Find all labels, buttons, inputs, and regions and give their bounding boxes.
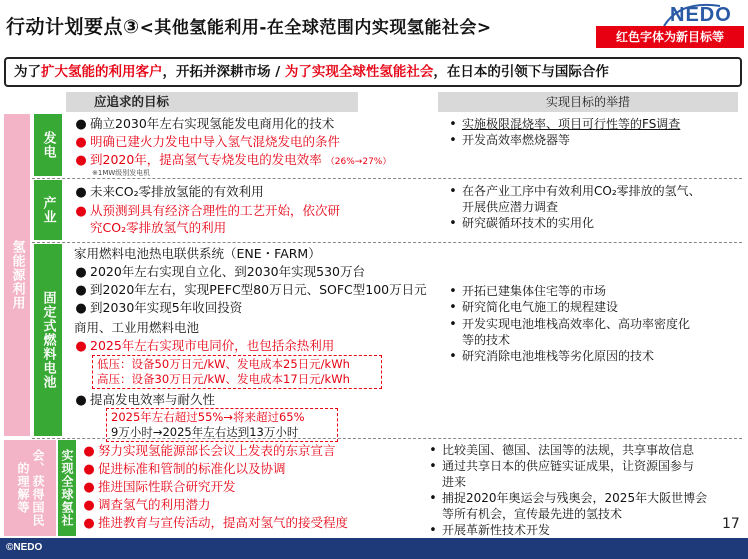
goal-item: ● 到2020年左右，实现PEFC型80万日元、SOFC型100万日元 (75, 282, 427, 298)
category-hydrogen-use (4, 114, 30, 436)
banner-highlight: 为了实现全球性氢能社会 (284, 64, 434, 80)
page-number: 17 (722, 516, 740, 532)
measure-item: • 研究碳循环技术的实用化 (449, 216, 595, 231)
measure-item-cont: 开展供应潜力调查 (462, 200, 559, 214)
goal-item-new: ● 努力实现氢能源部长会议上发表的东京宣言 (83, 443, 336, 459)
measure-item: • 捕捉2020年奥运会与残奥会，2025年大阪世博会 (429, 491, 708, 506)
banner-text: ，开拓并深耕市场 / (162, 64, 285, 80)
category-public-understanding (4, 440, 56, 536)
measure-item-cont: 等的技术 (462, 333, 511, 347)
goal-item-new: ● 从预测到具有经济合理性的工艺开始，依次研 (75, 203, 341, 219)
goal-item: ● 提高发电效率与耐久性 (75, 392, 216, 408)
subcategory-label: 固定式燃料电池 (40, 291, 56, 389)
logo-text: NEDO (670, 4, 732, 26)
category-label: 的理解等 (16, 462, 30, 514)
measure-item: • 研究消除电池堆栈等劣化原因的技术 (449, 349, 655, 364)
efficiency-target: 2025年左右超过55%→将来超过65% (111, 410, 305, 424)
subcategory-label: 实现全球氢社 (60, 449, 74, 527)
title-main: 行动计划要点③ (6, 16, 140, 38)
measure-item: • 开拓已建集体住宅等的市场 (449, 284, 607, 299)
goal-item-new: ● 促进标准和管制的标准化以及协调 (83, 461, 286, 477)
goal-item-new: ● 调查氢气的利用潜力 (83, 497, 211, 513)
measure-item-cont: 等所有机会，宣传最先进的氢技术 (442, 507, 623, 521)
fuel-cell-heading: 商用、工业用燃料电池 (74, 320, 200, 335)
goal-item-new: ● 推进教育与宣传活动，提高对氢气的接受程度 (83, 515, 349, 531)
durability-target: 9万小时→2025年左右达到13万小时 (111, 425, 299, 439)
cost-target-low: 低压：设备50万日元/kW、发电成本25日元/kWh (97, 357, 350, 371)
subcategory-power (34, 114, 62, 176)
subcategory-label: 产业 (40, 196, 56, 224)
goal-item-new: ● 明确已建火力发电中导入氢气混烧发电的条件 (75, 134, 341, 150)
measure-item: • 实施极限混烧率、项目可行性等的FS调查 (449, 117, 681, 132)
nedo-logo (660, 2, 746, 28)
footer-logo: ©NEDO (6, 542, 43, 553)
measure-item: • 在各产业工序中有效利用CO₂零排放的氢气、 (449, 184, 701, 199)
category-label: 会、获得国民 (31, 449, 45, 527)
efficiency-target-box (106, 408, 338, 442)
measure-item-cont: 进来 (442, 475, 467, 489)
measure-item: • 开展革新性技术开发 (429, 523, 551, 538)
cost-target-box (92, 355, 382, 389)
goal-item: ● 到2030年实现5年收回投资 (75, 300, 243, 316)
cost-target-high: 高压：设备30万日元/kW、发电成本17日元/kWh (97, 372, 350, 386)
purpose-banner (4, 57, 742, 87)
banner-text: 为了 (14, 64, 41, 80)
goal-item-new-cont: 究CO₂零排放氢气的利用 (90, 220, 227, 235)
measures-column-header: 实现目标的举措 (438, 92, 738, 112)
section-divider (32, 178, 742, 179)
goal-item: ● 未来CO₂零排放氢能的有效利用 (75, 184, 264, 200)
title-sub: <其他氢能利用-在全球范围内实现氢能社会> (139, 18, 492, 38)
category-label: 氢能源利用 (9, 240, 25, 310)
banner-highlight: 扩大氢能的利用客户 (41, 64, 163, 80)
title-bar (0, 0, 748, 52)
banner-text: ，在日本的引领下与国际合作 (433, 64, 609, 80)
measure-item: • 开发实现电池堆栈高效率化、高功率密度化 (449, 317, 691, 332)
measure-item: • 研究简化电气施工的规程建设 (449, 300, 619, 315)
new-target-legend: 红色字体为新目标等 (596, 26, 744, 48)
footer-bar (0, 538, 748, 559)
goal-item-new: ● 2025年左右实现市电同价，也包括余热利用 (75, 338, 335, 354)
subcategory-fuel-cell (34, 244, 62, 436)
page-title (6, 12, 492, 39)
subcategory-industry (34, 180, 62, 240)
footnote: ※1MW级别发电机 (92, 169, 151, 177)
measure-item: • 比较美国、德国、法国等的法规，共享事故信息 (429, 443, 695, 458)
goal-item-new: ● 到2020年，提高氢气专烧发电的发电效率 （26%→27%） (75, 152, 392, 168)
subcategory-label: 发电 (40, 131, 56, 159)
measure-item: • 开发高效率燃烧器等 (449, 133, 571, 148)
goal-item-new: ● 推进国际性联合研究开发 (83, 479, 236, 495)
fuel-cell-heading: 家用燃料电池热电联供系统（ENE・FARM） (74, 246, 321, 261)
goal-item: ● 2020年左右实现自立化、到2030年实现530万台 (75, 264, 365, 280)
measure-item: • 通过共享日本的供应链实证成果，让资源国参与 (429, 459, 695, 474)
section-divider (32, 242, 742, 243)
goals-column-header: 应追求的目标 (66, 92, 358, 112)
subcategory-global (58, 440, 76, 536)
goal-item: ● 确立2030年左右实现氢能发电商用化的技术 (75, 116, 335, 132)
